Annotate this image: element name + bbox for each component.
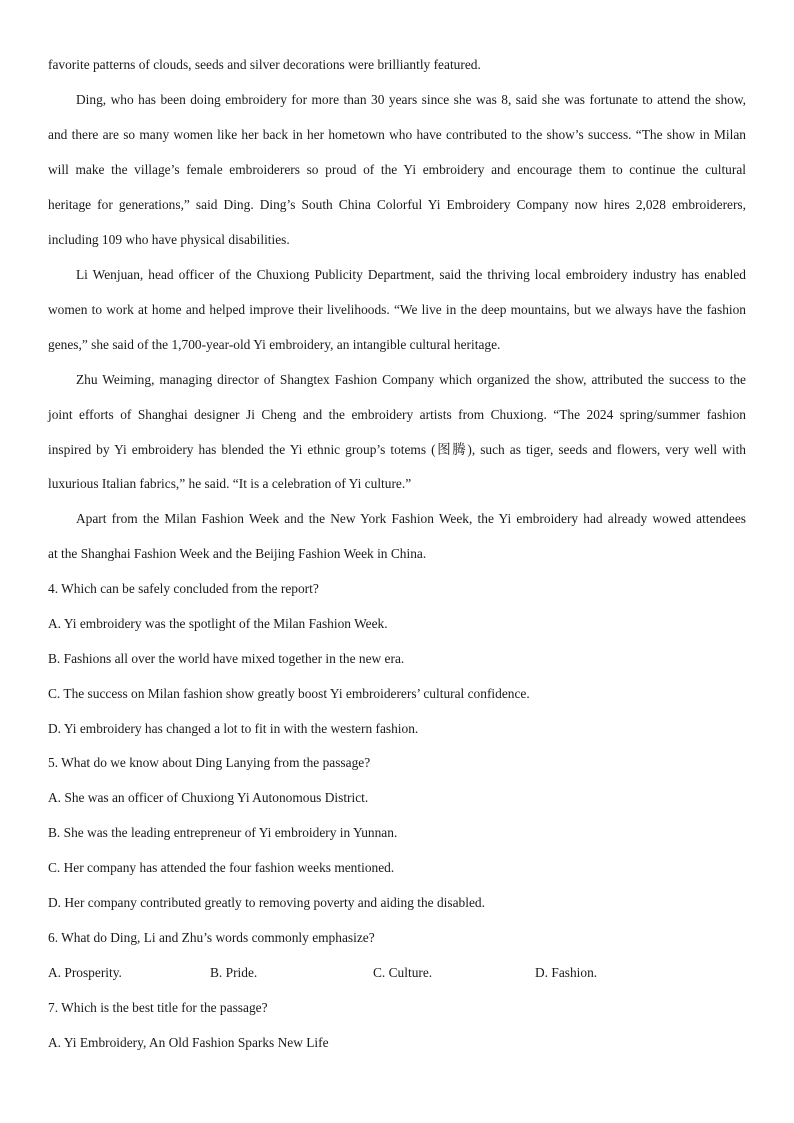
question-stem: 4. Which can be safely concluded from the report? (48, 581, 319, 596)
answer-option: B. Pride. (210, 965, 258, 980)
passage-line: heritage for generations,” said Ding. Ding’s South China Colorful Yi Embroidery Company now hires 2,028 embroiderers, (48, 197, 746, 212)
answer-option: A. Yi embroidery was the spotlight of the Milan Fashion Week. (48, 616, 388, 631)
answer-option: D. Her company contributed greatly to removing poverty and aiding the disabled. (48, 895, 485, 910)
answer-option: C. Her company has attended the four fashion weeks mentioned. (48, 860, 395, 875)
passage-line: inspired by Yi embroidery has blended the Yi ethnic group’s totems (图腾), such as tiger, seeds and flowers, very well with (48, 442, 746, 457)
question-stem: 6. What do Ding, Li and Zhu’s words commonly emphasize? (48, 930, 375, 945)
passage-line: favorite patterns of clouds, seeds and silver decorations were brilliantly featured. (48, 57, 481, 72)
passage-line: at the Shanghai Fashion Week and the Beijing Fashion Week in China. (48, 546, 427, 561)
answer-option: C. The success on Milan fashion show greatly boost Yi embroiderers’ cultural confidence. (48, 686, 530, 701)
answer-option: A. Prosperity. (48, 965, 122, 980)
passage-line: women to work at home and helped improve their livelihoods. “We live in the deep mountains, but we always have the fashion (48, 302, 746, 317)
passage-line: and there are so many women like her back in her hometown who have contributed to the show’s success. “The show in Milan (48, 127, 746, 142)
answer-option: C. Culture. (373, 965, 433, 980)
question-stem: 5. What do we know about Ding Lanying from the passage? (48, 755, 371, 770)
answer-option: D. Yi embroidery has changed a lot to fit in with the western fashion. (48, 721, 419, 736)
passage-line: genes,” she said of the 1,700-year-old Yi embroidery, an intangible cultural heritage. (48, 337, 501, 352)
passage-line: Zhu Weiming, managing director of Shangtex Fashion Company which organized the show, attributed the success to the (76, 372, 746, 387)
passage-line: Ding, who has been doing embroidery for more than 30 years since she was 8, said she was fortunate to attend the show, (76, 92, 746, 107)
passage-line: Apart from the Milan Fashion Week and the New York Fashion Week, the Yi embroidery had already wowed attendees (76, 511, 746, 526)
passage-line: joint efforts of Shanghai designer Ji Cheng and the embroidery artists from Chuxiong. “The 2024 spring/summer fashion (48, 407, 746, 422)
passage-line: luxurious Italian fabrics,” he said. “It is a celebration of Yi culture.” (48, 476, 412, 491)
answer-options-row (48, 963, 746, 983)
answer-option: A. Yi Embroidery, An Old Fashion Sparks New Life (48, 1035, 329, 1050)
passage-line: including 109 who have physical disabilities. (48, 232, 290, 247)
answer-option: A. She was an officer of Chuxiong Yi Autonomous District. (48, 790, 369, 805)
answer-option: B. She was the leading entrepreneur of Yi embroidery in Yunnan. (48, 825, 398, 840)
answer-option: B. Fashions all over the world have mixed together in the new era. (48, 651, 405, 666)
answer-option: D. Fashion. (535, 965, 598, 980)
passage-line: Li Wenjuan, head officer of the Chuxiong Publicity Department, said the thriving local embroidery industry has enabled (76, 267, 746, 282)
question-stem: 7. Which is the best title for the passage? (48, 1000, 268, 1015)
passage-line: will make the village’s female embroiderers so proud of the Yi embroidery and encourage them to continue the cultural (48, 162, 746, 177)
